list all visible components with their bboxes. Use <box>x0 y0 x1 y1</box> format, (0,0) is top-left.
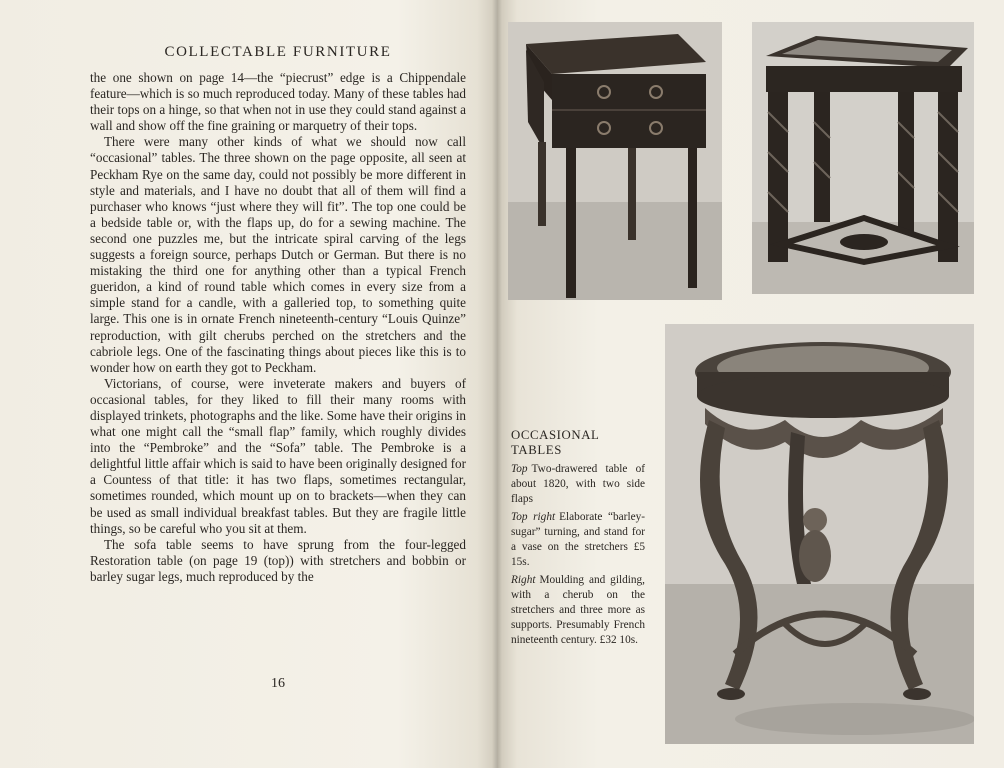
caption-item-text: Two-drawered table of about 1820, with two side flaps <box>511 463 645 505</box>
caption-item <box>511 573 645 648</box>
paragraph: Victorians, of course, were inveterate makers and buyers of occasional tables, for they liked to fill their many rooms with displayed trinkets, photographs and the like. Some have their origins in what one might call the “small flap” family, which roughly divides into the “Pembroke” and the “Sofa” table. The Pembroke is a delightful little affair which is said to have been originally designed for a Countess of that title: it has two flaps, sometimes rectangular, sometimes rounded, which mount up on to brackets—when they can be used as small individual breakfast tables. But they are fragile little things, so be careful who you sit at them. <box>90 375 466 536</box>
photo-caption <box>511 428 645 651</box>
caption-item <box>511 510 645 570</box>
paragraph: the one shown on page 14—the “piecrust” edge is a Chippendale feature—which is so much reproduced today. Many of these tables had their tops on a hinge, so that when not in use they could stand against a wall and show off the fine graining or marquetry of their tops. <box>90 70 466 134</box>
caption-heading-line: OCCASIONAL <box>511 428 600 442</box>
photo-drawered-table <box>508 22 722 300</box>
caption-item-lead: Top right <box>511 511 556 523</box>
running-head: COLLECTABLE FURNITURE <box>164 44 392 60</box>
caption-heading <box>511 428 645 458</box>
caption-item-lead: Top <box>511 463 528 475</box>
book-gutter <box>492 0 502 768</box>
caption-item-text: Moulding and gilding, with a cherub on the stretchers and three more as supports. Presumably French nineteenth century. £32 10s. <box>511 574 645 646</box>
page-number: 16 <box>271 676 285 691</box>
caption-item-text: Elaborate “barley-sugar” turning, and stand for a vase on the stretchers £5 15s. <box>511 511 646 568</box>
caption-item-lead: Right <box>511 574 536 586</box>
photo-barley-sugar-table <box>752 22 974 294</box>
photo-gueridon-table <box>665 324 974 744</box>
body-text <box>90 70 466 585</box>
caption-item <box>511 462 645 507</box>
gueridon-table-illustration <box>665 324 974 744</box>
paragraph: There were many other kinds of what we should now call “occasional” tables. The three shown on the page opposite, all seen at Peckham Rye on the same day, could not possibly be more different in style and materials, and I have no doubt that all of them will find a purchaser who knows “just where they will fit”. The top one could be a bedside table or, with the flaps up, do for a sewing machine. The second one puzzles me, but the intricate spiral carving of the legs suggests a foreign source, perhaps Dutch or German. But there is no mistaking the third one for anything other than a typical French gueridon, a kind of round table which comes in every size from a simple stand for a candle, with a galleried top, to something quite large. This one is in ornate French nineteenth-century “Louis Quinze” reproduction, with gilt cherubs perched on the stretchers and the cabriole legs. One of the fascinating things about pieces like this is to wonder how on earth they got to Peckham. <box>90 134 466 375</box>
caption-heading-line: TABLES <box>511 443 562 457</box>
barley-sugar-table-illustration <box>752 22 974 294</box>
paragraph: The sofa table seems to have sprung from the four-legged Restoration table (on page 19 (top)) with stretchers and bobbin or barley sugar legs, much reproduced by the <box>90 536 466 584</box>
drawered-table-illustration <box>508 22 722 300</box>
